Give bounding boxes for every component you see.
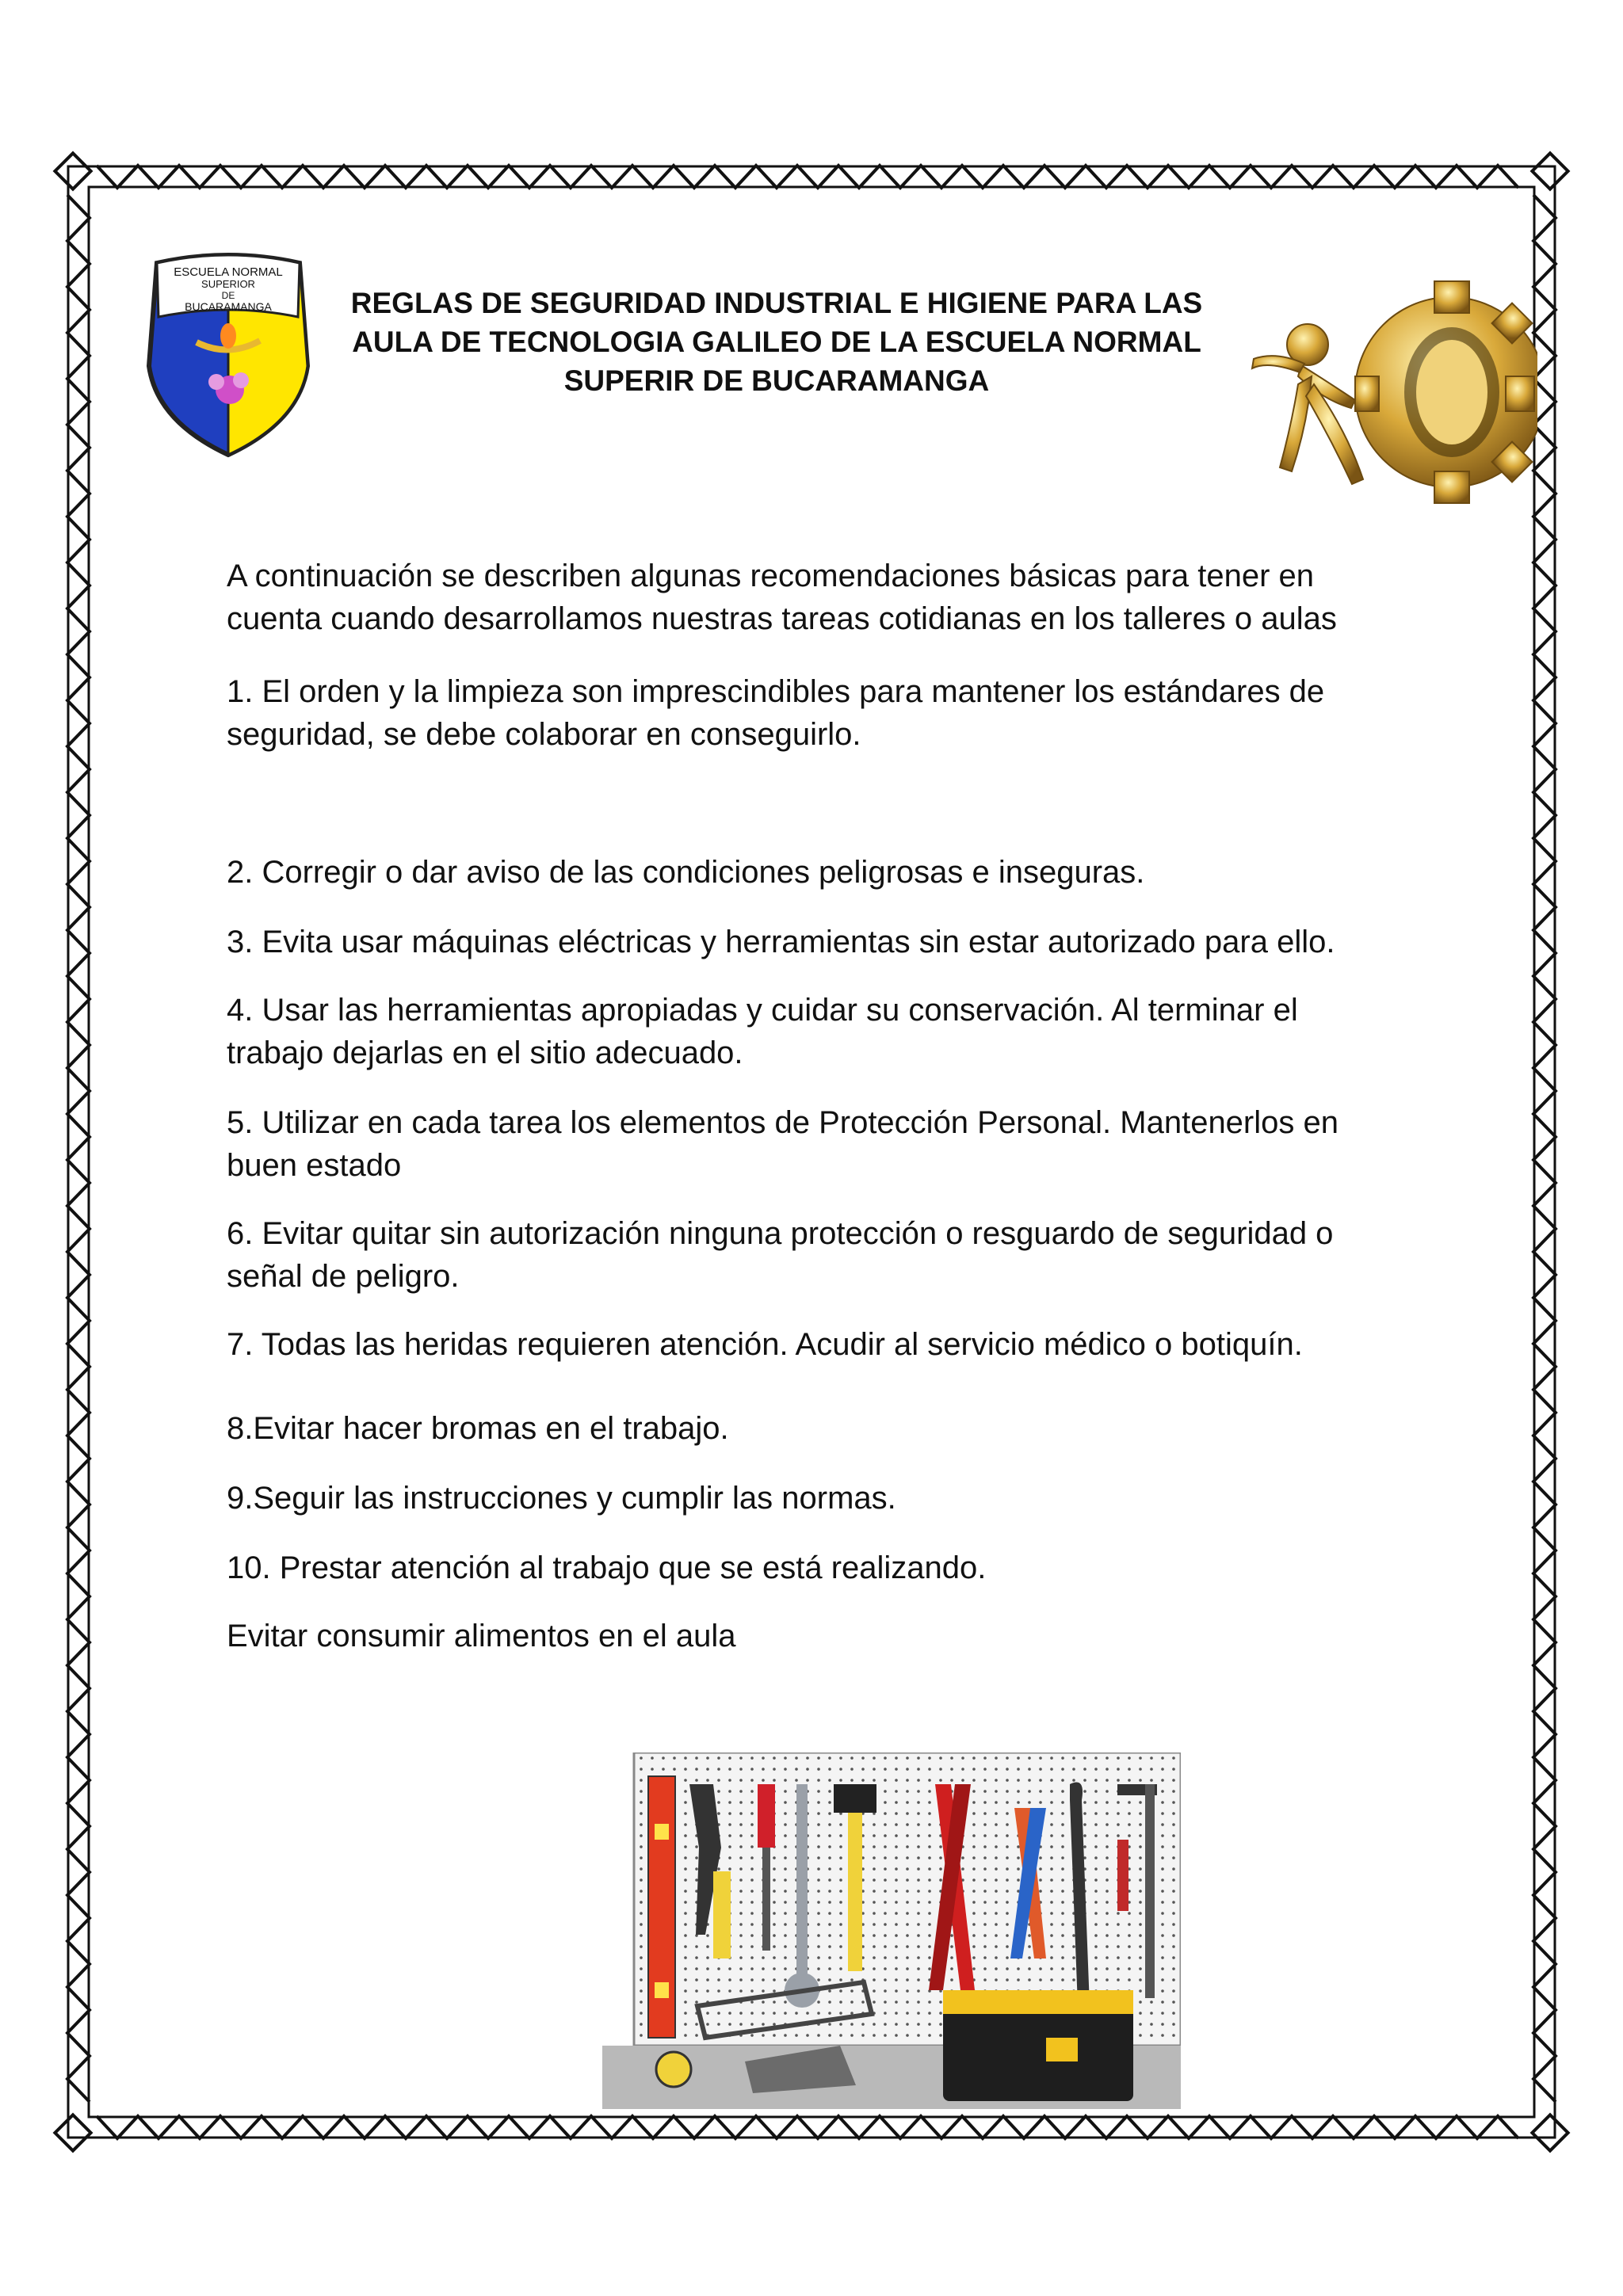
rule-4 (227, 989, 1384, 1074)
rule-7 (227, 1323, 1384, 1366)
crest-text-3: DE (221, 290, 235, 301)
rule-6 (227, 1212, 1384, 1298)
title-line-3: SUPERIR DE BUCARAMANGA (563, 364, 990, 397)
rule-6-line-1: 6. Evitar quitar sin autorización ninguna protección o resguardo de seguridad o (227, 1216, 1334, 1251)
rule-10-line-1: 10. Prestar atención al trabajo que se está realizando. (227, 1550, 987, 1585)
rule-4-line-2: trabajo dejarlas en el sitio adecuado. (227, 1035, 743, 1070)
rule-5-line-2: buen estado (227, 1148, 402, 1183)
tool-pegboard-image (602, 1753, 1181, 2109)
crest-text-4: BUCARAMANGA (185, 300, 272, 313)
rule-9 (227, 1477, 1384, 1520)
rule-2 (227, 851, 1384, 894)
rule-10 (227, 1547, 1384, 1589)
gold-figure-pushing-gear-image (1236, 265, 1537, 519)
rule-5 (227, 1101, 1384, 1187)
rule-8 (227, 1407, 1384, 1450)
rule-8-line-1: 8.Evitar hacer bromas en el trabajo. (227, 1411, 729, 1446)
closing-note-line-1: Evitar consumir alimentos en el aula (227, 1619, 736, 1653)
intro-line-1: A continuación se describen algunas recomendaciones básicas para tener en (227, 559, 1314, 593)
rule-3-line-1: 3. Evita usar máquinas eléctricas y herramientas sin estar autorizado para ello. (227, 925, 1335, 959)
crest-text-2: SUPERIOR (201, 278, 255, 290)
closing-note (227, 1615, 1384, 1657)
title-line-1: REGLAS DE SEGURIDAD INDUSTRIAL E HIGIENE PARA LAS (350, 287, 1203, 319)
rule-1-line-2: seguridad, se debe colaborar en conseguirlo. (227, 717, 861, 752)
crest-text-1: ESCUELA NORMAL (174, 265, 283, 279)
rule-5-line-1: 5. Utilizar en cada tarea los elementos de Protección Personal. Mantenerlos en (227, 1105, 1338, 1140)
rule-2-line-1: 2. Corregir o dar aviso de las condiciones peligrosas e inseguras. (227, 855, 1145, 890)
intro-line-2: cuenta cuando desarrollamos nuestras tareas cotidianas en los talleres o aulas (227, 601, 1337, 636)
rule-6-line-2: señal de peligro. (227, 1259, 460, 1294)
rule-3 (227, 921, 1384, 963)
school-crest-logo (141, 247, 315, 461)
rule-7-line-1: 7. Todas las heridas requieren atención. Acudir al servicio médico o botiquín. (227, 1327, 1303, 1362)
document-title (317, 284, 1236, 400)
title-line-2: AULA DE TECNOLOGIA GALILEO DE LA ESCUELA NORMAL (352, 326, 1201, 358)
rule-9-line-1: 9.Seguir las instrucciones y cumplir las normas. (227, 1481, 896, 1516)
intro-paragraph (227, 555, 1384, 640)
rule-1 (227, 670, 1384, 756)
rule-1-line-1: 1. El orden y la limpieza son imprescindibles para mantener los estándares de (227, 674, 1325, 709)
rule-4-line-1: 4. Usar las herramientas apropiadas y cuidar su conservación. Al terminar el (227, 993, 1298, 1028)
